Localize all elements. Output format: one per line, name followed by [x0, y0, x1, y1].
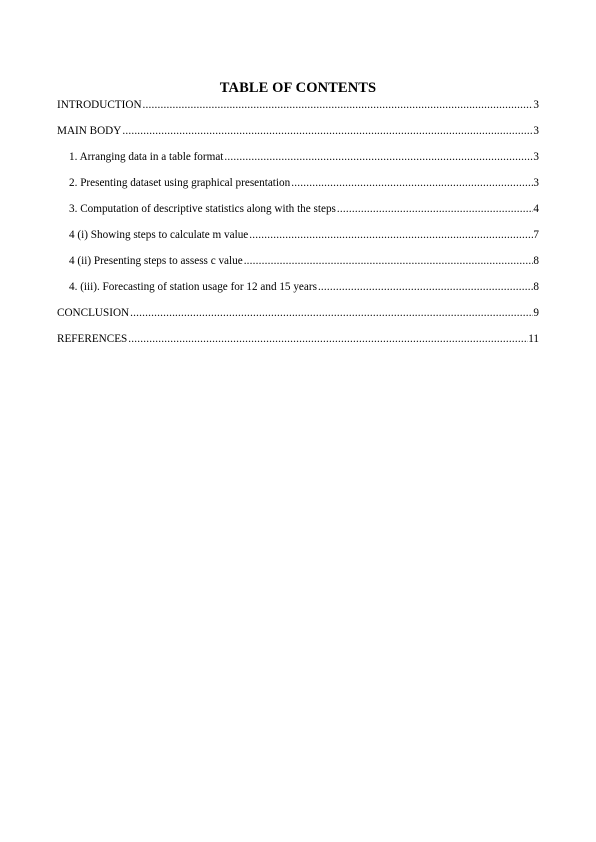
toc-page-number: 9 [533, 307, 539, 319]
toc-entry-label: INTRODUCTION [57, 99, 142, 111]
toc-entry-c-value[interactable] [57, 254, 539, 280]
toc-dot-leader [130, 306, 533, 320]
toc-page-number: 3 [533, 125, 539, 137]
toc-entry-arranging-data[interactable] [57, 150, 539, 176]
toc-page-number: 3 [533, 177, 539, 189]
toc-page-number: 3 [533, 151, 539, 163]
toc-entry-conclusion[interactable] [57, 306, 539, 332]
toc-page-number: 4 [533, 203, 539, 215]
toc-entry-m-value[interactable] [57, 228, 539, 254]
toc-entry-label: 3. Computation of descriptive statistics along with the steps [69, 203, 336, 215]
toc-dot-leader [337, 202, 533, 216]
toc-entry-graphical-presentation[interactable] [57, 176, 539, 202]
toc-entry-label: CONCLUSION [57, 307, 130, 319]
toc-entry-label: 2. Presenting dataset using graphical presentation [69, 177, 291, 189]
toc-entry-introduction[interactable] [57, 98, 539, 124]
toc-entry-label: REFERENCES [57, 333, 128, 345]
toc-entry-forecasting[interactable] [57, 280, 539, 306]
toc-dot-leader [291, 176, 533, 190]
toc-entry-label: 4. (iii). Forecasting of station usage for 12 and 15 years [69, 281, 317, 293]
toc-page-number: 11 [528, 333, 539, 345]
toc-entry-label: MAIN BODY [57, 125, 122, 137]
toc-page-number: 8 [533, 281, 539, 293]
toc-dot-leader [128, 332, 528, 346]
toc-entry-main-body[interactable] [57, 124, 539, 150]
toc-page-number: 3 [533, 99, 539, 111]
toc-entry-descriptive-statistics[interactable] [57, 202, 539, 228]
toc-dot-leader [122, 124, 533, 138]
toc-list [57, 98, 539, 358]
toc-title: TABLE OF CONTENTS [219, 80, 377, 96]
toc-entry-label: 1. Arranging data in a table format [69, 151, 224, 163]
toc-dot-leader [244, 254, 534, 268]
toc-dot-leader [318, 280, 533, 294]
toc-page-number: 7 [533, 229, 539, 241]
toc-dot-leader [224, 150, 533, 164]
toc-entry-label: 4 (i) Showing steps to calculate m value [69, 229, 249, 241]
toc-page-number: 8 [533, 255, 539, 267]
toc-dot-leader [143, 98, 534, 112]
toc-dot-leader [249, 228, 533, 242]
toc-entry-references[interactable] [57, 332, 539, 358]
toc-entry-label: 4 (ii) Presenting steps to assess c value [69, 255, 243, 267]
